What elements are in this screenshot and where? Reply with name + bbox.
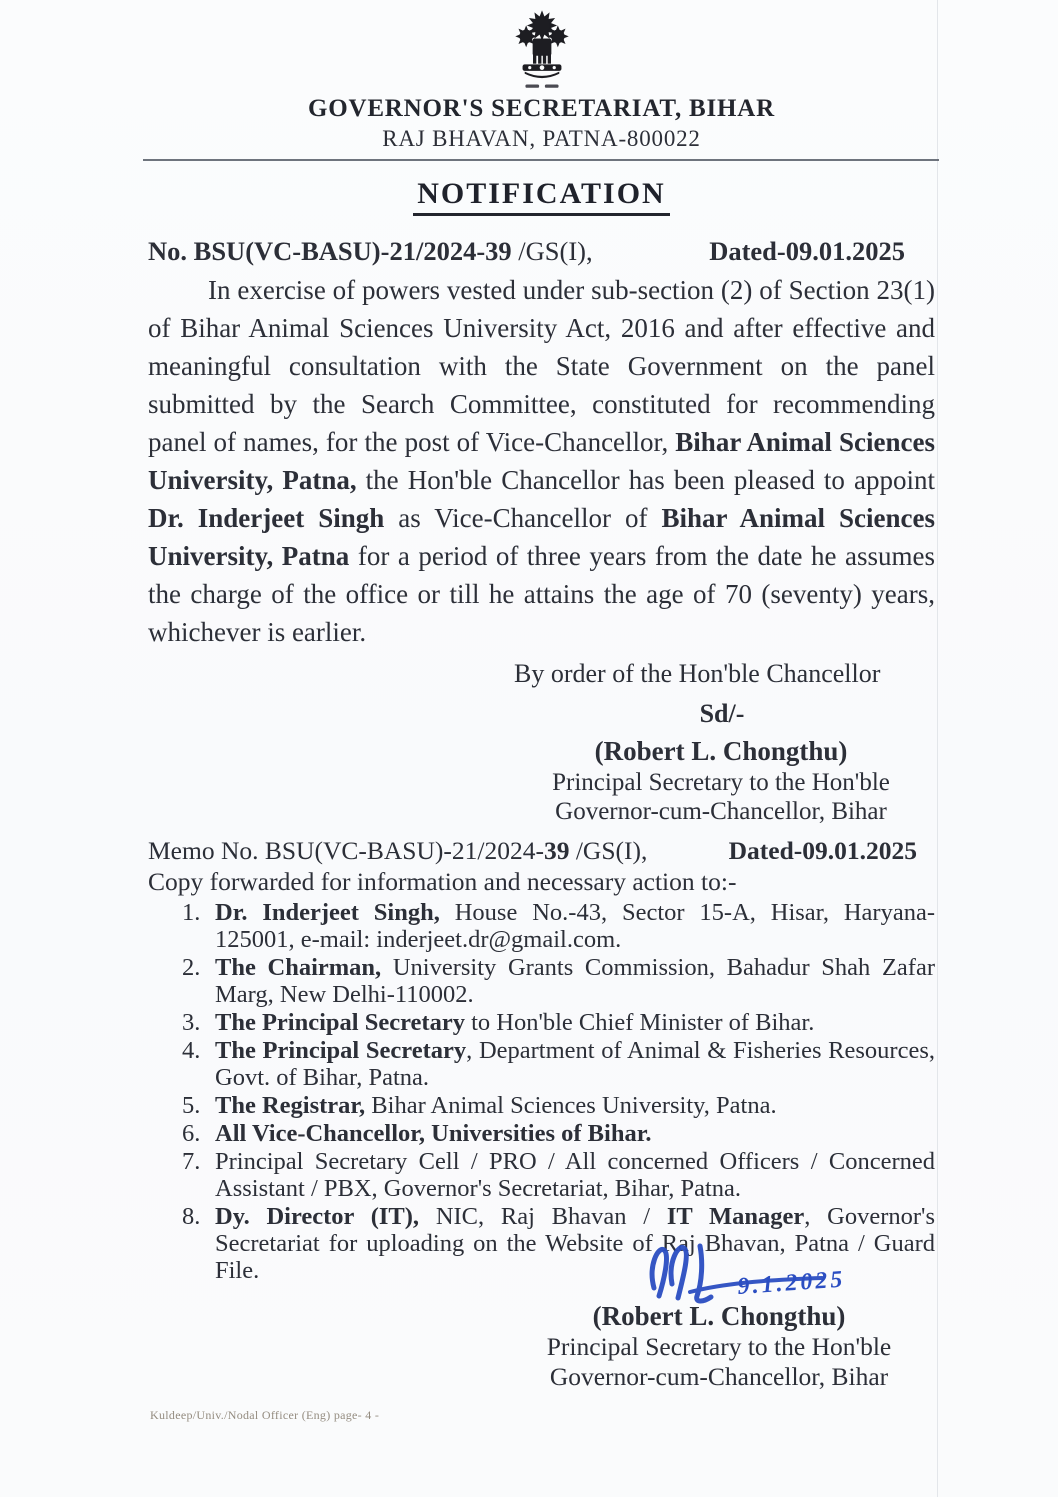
reference-date: Dated-09.01.2025 <box>709 236 905 266</box>
notification-body: In exercise of powers vested under sub-section (2) of Section 23(1) of Bihar Animal Sciences University Act, 2016 and after effective and meaningful consultation with the State Government on the panel submitted by the Search Committee, constituted for recommending panel of names, for the post of Vice-Chancellor, Bihar Animal Sciences University, Patna, the Hon'ble Chancellor has been pleased to appoint Dr. Inderjeet Singh as Vice-Chancellor of Bihar Animal Sciences University, Patna for a period of three years from the date he assumes the charge of the office or till he attains the age of 70 (seventy) years, whichever is earlier. <box>148 275 936 647</box>
list-item-number: 5. <box>182 1092 201 1119</box>
header-divider <box>143 159 939 161</box>
list-item-number: 6. <box>182 1120 201 1147</box>
list-item-number: 8. <box>182 1203 201 1230</box>
list-item-number: 7. <box>182 1148 201 1175</box>
signatory-title-line1: Principal Secretary to the Hon'ble <box>546 1332 892 1361</box>
distribution-list <box>148 899 935 1284</box>
org-address: RAJ BHAVAN, PATNA-800022 <box>382 126 701 151</box>
list-item <box>148 1120 935 1147</box>
list-item <box>148 1148 935 1202</box>
list-item <box>148 954 935 1008</box>
list-item-text: The Registrar, Bihar Animal Sciences University, Patna. <box>215 1092 777 1119</box>
list-item-text: Principal Secretary Cell / PRO / All concerned Officers / Concerned Assistant / PBX, Governor's Secretariat, Bihar, Patna. <box>215 1148 935 1202</box>
list-item-number: 2. <box>182 954 201 981</box>
signatory-title-line2: Governor-cum-Chancellor, Bihar <box>555 798 887 825</box>
state-emblem-of-india-icon <box>506 8 578 92</box>
org-name: GOVERNOR'S SECRETARIAT, BIHAR <box>307 95 776 122</box>
footer-reference: Kuldeep/Univ./Nodal Officer (Eng) page- 4 - <box>150 1408 380 1422</box>
handwritten-date: 9.1.2025 <box>736 1266 847 1300</box>
document-content <box>148 0 935 1392</box>
list-item-number: 3. <box>182 1009 201 1036</box>
signatory-name: (Robert L. Chongthu) <box>592 1301 846 1331</box>
handwritten-signature-image <box>626 1236 886 1311</box>
signatory-block-bottom <box>496 1300 942 1392</box>
reference-number: No. BSU(VC-BASU)-21/2024-39 /GS(I), <box>148 236 593 266</box>
signatory-block-top <box>500 735 942 826</box>
list-item-text: Dy. Director (IT), NIC, Raj Bhavan / IT Manager, Governor's Secretariat for uploading on the Website of Raj Bhavan, Patna / Guard File. <box>215 1203 935 1284</box>
memo-date: Dated-09.01.2025 <box>728 836 917 865</box>
signatory-title-line2: Governor-cum-Chancellor, Bihar <box>549 1362 889 1391</box>
list-item <box>148 1092 935 1119</box>
list-item <box>148 1009 935 1036</box>
list-item <box>148 899 935 953</box>
by-order-line: By order of the Hon'ble Chancellor <box>514 659 881 688</box>
list-item-text: The Principal Secretary, Department of Animal & Fisheries Resources, Govt. of Bihar, Patna. <box>215 1037 935 1091</box>
document-title: NOTIFICATION <box>413 177 669 216</box>
list-item-number: 4. <box>182 1037 201 1064</box>
list-item-text: The Chairman, University Grants Commission, Bahadur Shah Zafar Marg, New Delhi-110002. <box>215 954 935 1008</box>
list-item-number: 1. <box>182 899 201 926</box>
list-item <box>148 1037 935 1091</box>
reference-line <box>148 236 935 267</box>
memo-line <box>148 836 935 866</box>
emblem-motto <box>525 85 558 88</box>
sd-line: Sd/- <box>699 699 745 728</box>
list-item-text: Dr. Inderjeet Singh, House No.-43, Sector 15-A, Hisar, Haryana-125001, e-mail: inderjeet.dr@gmail.com. <box>215 899 935 953</box>
signatory-title-line1: Principal Secretary to the Hon'ble <box>552 769 890 796</box>
memo-number: Memo No. BSU(VC-BASU)-21/2024-39 /GS(I), <box>148 836 648 865</box>
copy-forwarded-line: Copy forwarded for information and necessary action to:- <box>148 867 737 896</box>
signatory-name: (Robert L. Chongthu) <box>594 736 848 766</box>
list-item-text: All Vice-Chancellor, Universities of Bihar. <box>215 1120 652 1147</box>
list-item-text: The Principal Secretary to Hon'ble Chief Minister of Bihar. <box>215 1009 815 1036</box>
